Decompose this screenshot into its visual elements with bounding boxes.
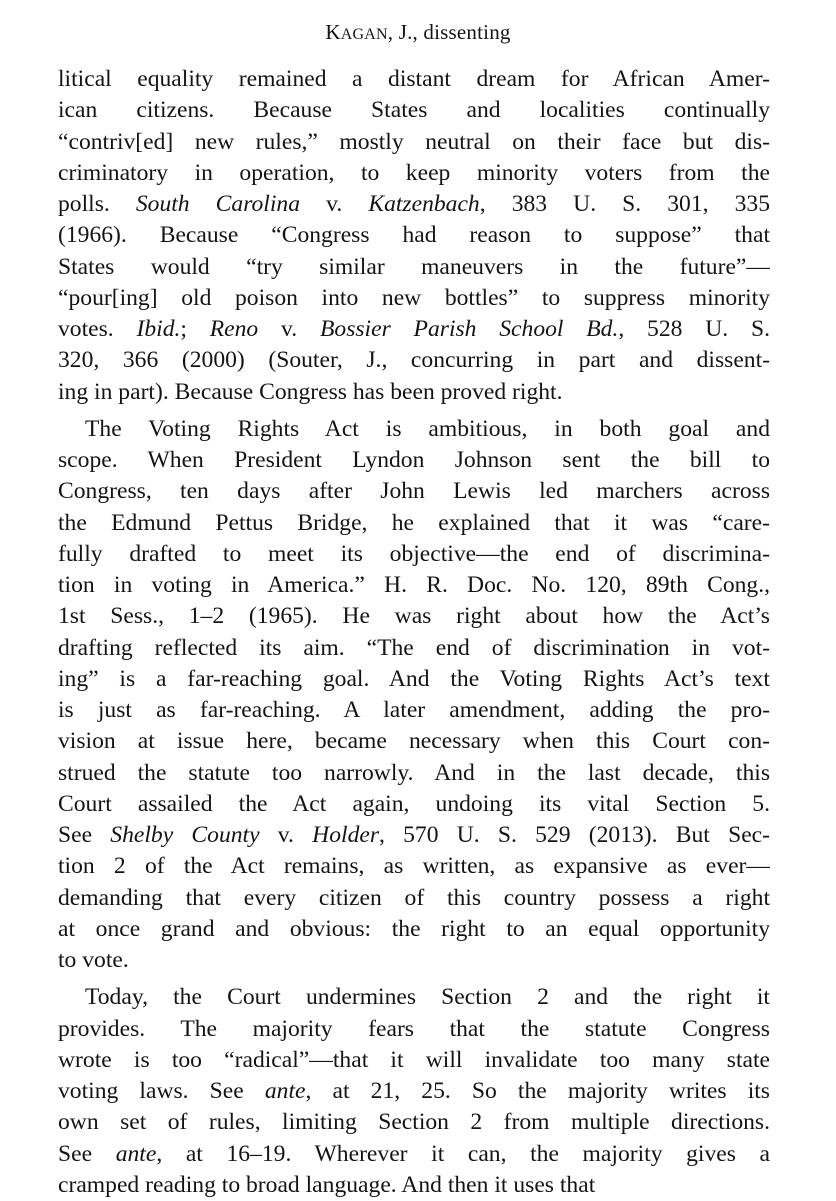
text-line: scope. When President Lyndon Johnson sent the bill to (58, 447, 770, 473)
text-line: tion 2 of the Act remains, as written, as expansive as ever— (58, 853, 770, 880)
text-line: provides. The majority fears that the statute Congress (58, 1015, 770, 1042)
text-line: to vote. (58, 947, 129, 973)
text-line: (1966). Because “Congress had reason to suppose” that (58, 222, 770, 249)
text-line: voting laws. See ante, at 21, 25. So the majority writes its (58, 1078, 770, 1104)
text-line: ican citizens. Because States and localities continually (58, 97, 770, 124)
text-line: drafting reflected its aim. “The end of discrimination in vot- (58, 634, 770, 661)
text-line: The Voting Rights Act is ambitious, in both goal and (85, 415, 770, 442)
header-suffix: , J., dissenting (387, 20, 511, 44)
text-line: ing” is a far-reaching goal. And the Voting Rights Act’s text (58, 665, 770, 692)
text-line: fully drafted to meet its objective—the end of discrimina- (58, 540, 770, 567)
text-line: vision at issue here, became necessary when this Court con- (58, 728, 770, 755)
text-line: 1st Sess., 1–2 (1965). He was right about how the Act’s (58, 603, 770, 630)
italic-citation: ante (115, 1140, 157, 1167)
text-line: demanding that every citizen of this country possess a right (58, 884, 770, 911)
text-line: cramped reading to broad language. And then it uses that (58, 1171, 596, 1198)
text-line: strued the statute too narrowly. And in the last decade, this (58, 759, 770, 786)
text-line: criminatory in operation, to keep minority voters from the (58, 159, 770, 186)
italic-citation: Katzenbach (368, 191, 480, 217)
text-line: States would “try similar maneuvers in the future”— (58, 253, 770, 280)
text-line: Congress, ten days after John Lewis led marchers across (58, 478, 770, 505)
italic-citation: Shelby County (110, 822, 260, 848)
paragraph (58, 414, 770, 977)
text-line: “pour[ing] old poison into new bottles” to suppress minority (58, 284, 770, 311)
italic-citation: South Carolina (135, 191, 301, 217)
text-line: Today, the Court undermines Section 2 and the right it (85, 984, 770, 1011)
text-line: See Shelby County v. Holder, 570 U. S. 529 (2013). But Sec- (58, 822, 770, 848)
paragraph (58, 982, 770, 1201)
text-line: “contriv[ed] new rules,” mostly neutral on their face but dis- (58, 128, 770, 155)
italic-citation: Holder (312, 822, 380, 848)
header-smallcaps: AGAN (340, 26, 388, 43)
opinion-body (58, 64, 770, 1201)
text-line: See ante, at 16–19. Wherever it can, the majority gives a (58, 1140, 770, 1167)
text-line: ing in part). Because Congress has been proved right. (58, 378, 563, 405)
paragraph (58, 64, 770, 408)
italic-citation: ante (264, 1078, 306, 1104)
text-line: litical equality remained a distant dream for African Amer- (58, 66, 770, 92)
text-line: is just as far-reaching. A later amendment, adding the pro- (58, 697, 770, 723)
text-line: votes. Ibid.; Reno v. Bossier Parish School Bd., 528 U. S. (58, 316, 770, 342)
text-line: the Edmund Pettus Bridge, he explained that it was “care- (58, 509, 770, 536)
italic-citation: Ibid. (136, 316, 181, 342)
italic-citation: Bossier Parish School Bd. (319, 316, 619, 342)
text-line: at once grand and obvious: the right to an equal opportunity (58, 915, 770, 942)
italic-citation: Reno (209, 316, 259, 342)
header-initial: K (325, 20, 341, 44)
text-line: tion in voting in America.” H. R. Doc. No. 120, 89th Cong., (58, 572, 770, 598)
text-line: own set of rules, limiting Section 2 from multiple directions. (58, 1109, 770, 1136)
text-line: wrote is too “radical”—that it will invalidate too many state (58, 1046, 770, 1073)
text-line: 320, 366 (2000) (Souter, J., concurring in part and dissent- (58, 347, 770, 374)
text-line: polls. South Carolina v. Katzenbach, 383 U. S. 301, 335 (58, 191, 770, 217)
text-line: Court assailed the Act again, undoing its vital Section 5. (58, 790, 770, 817)
running-header (0, 20, 836, 47)
